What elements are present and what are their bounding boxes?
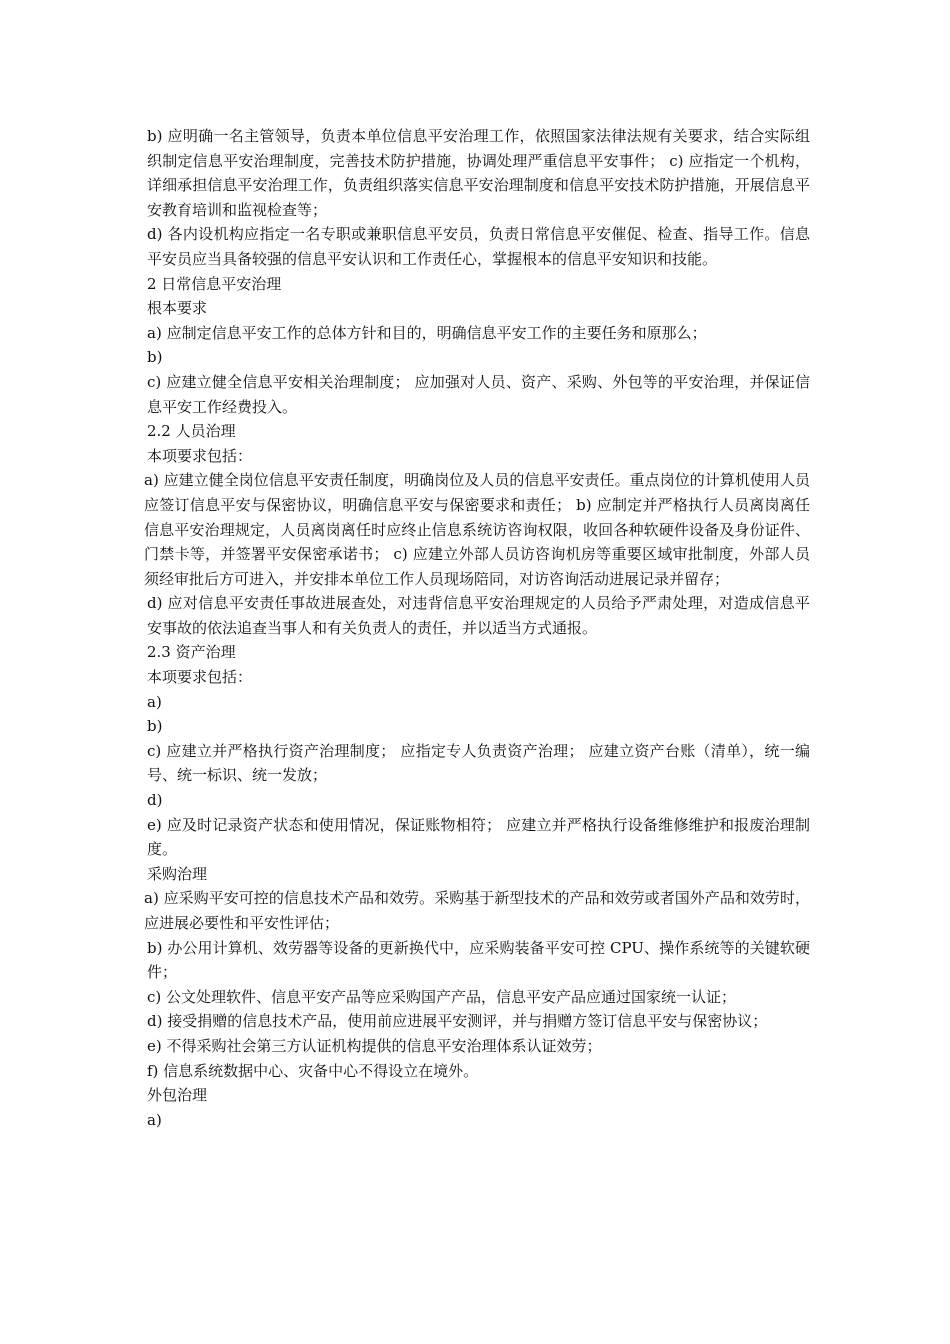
heading-personnel-management: 2.2 人员治理 [147,422,236,441]
list-item-c: c) 应建立健全信息平安相关治理制度； 应加强对人员、资产、采购、外包等的平安治理，并保证信息平安工作经费投入。 [147,372,810,416]
list-item-c: c) 公文处理软件、信息平安产品等应采购国产产品，信息平安产品应通过国家统一认证； [147,987,737,1006]
intro-requirements: 本项要求包括： [147,668,253,687]
paragraph-leadership-duties: b) 应明确一名主管领导，负责本单位信息平安治理工作，依照国家法律法规有关要求，结合实际组织制定信息平安治理制度，完善技术防护措施，协调处理严重信息平安事件； c) 应指定一个机构，详细承担信息平安治理工作，负责组织落实信息平安治理制度和信息平安技术防护措施，开展信息平安教育培训和监视检查等； [147,127,810,219]
heading-outsourcing-management: 外包治理 [147,1086,208,1105]
document-page [144,124,810,1132]
list-item-a: a) [147,692,162,711]
list-item-a: a) [147,1110,162,1129]
list-item-b: b) 办公用计算机、效劳器等设备的更新换代中，应采购装备平安可控 CPU、操作系统等的关键软硬件； [147,938,810,982]
list-item-b: b) [147,717,163,736]
intro-requirements: 本项要求包括： [147,446,253,465]
list-item-b: b) [147,348,163,367]
list-item-a: a) 应制定信息平安工作的总体方针和目的，明确信息平安工作的主要任务和原那么； [147,323,707,342]
heading-daily-management: 2 日常信息平安治理 [147,274,282,293]
list-item-e: e) 应及时记录资产状态和使用情况，保证账物相符； 应建立并严格执行设备维修维护和报废治理制度。 [147,815,810,859]
list-item-f: f) 信息系统数据中心、灾备中心不得设立在境外。 [147,1061,479,1080]
subheading-basic-requirements: 根本要求 [147,299,208,318]
heading-asset-management: 2.3 资产治理 [147,643,236,662]
list-item-c: c) 应建立并严格执行资产治理制度； 应指定专人负责资产治理； 应建立资产台账（清单），统一编号、统一标识、统一发放； [147,741,810,785]
paragraph-personnel-rules: a) 应建立健全岗位信息平安责任制度，明确岗位及人员的信息平安责任。重点岗位的计算机使用人员应签订信息平安与保密协议，明确信息平安与保密要求和责任； b) 应制定并严格执行人员离岗离任信息平安治理规定，人员离岗离任时应终止信息系统访咨询权限，收回各种软硬件设备及身份证件、门禁卡等，并签署平安保密承诺书； c) 应建立外部人员访咨询机房等重要区域审批制度，外部人员须经审批后方可进入，并安排本单位工作人员现场陪同，对访咨询活动进展记录并留存； [144,471,810,588]
paragraph-accountability: d) 应对信息平安责任事故进展查处，对违背信息平安治理规定的人员给予严肃处理，对造成信息平安事故的依法追查当事人和有关负责人的责任，并以适当方式通报。 [147,594,810,637]
list-item-e: e) 不得采购社会第三方认证机构提供的信息平安治理体系认证效劳； [147,1036,602,1055]
list-item-a: a) 应采购平安可控的信息技术产品和效劳。采购基于新型技术的产品和效劳或者国外产品和效劳时，应进展必要性和平安性评估； [144,889,810,932]
list-item-d: d) [147,791,163,810]
heading-procurement-management: 采购治理 [147,864,208,883]
paragraph-security-officer: d) 各内设机构应指定一名专职或兼职信息平安员，负责日常信息平安催促、检查、指导工作。信息平安员应当具备较强的信息平安认识和工作责任心，掌握根本的信息平安知识和技能。 [147,225,810,268]
list-item-d: d) 接受捐赠的信息技术产品，使用前应进展平安测评，并与捐赠方签订信息平安与保密协议； [147,1012,768,1031]
